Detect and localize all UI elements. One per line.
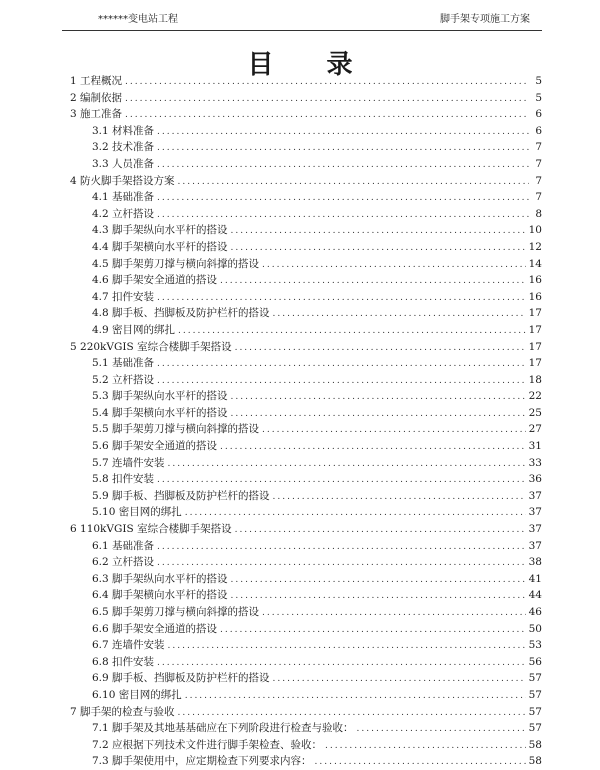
toc-entry-page-number: 50 xyxy=(528,622,542,635)
toc-entry-label: 4.2 立杆搭设 xyxy=(92,207,155,220)
toc-entry-label: 2 编制依据 xyxy=(70,91,123,104)
toc-dot-leader xyxy=(168,638,526,654)
toc-entry-page-number: 33 xyxy=(528,456,542,469)
toc-dot-leader xyxy=(235,340,526,356)
toc-dot-leader xyxy=(325,738,526,754)
toc-entry-page-number: 57 xyxy=(528,705,542,718)
toc-entry-label: 5.6 脚手架安全通道的搭设 xyxy=(92,440,218,453)
toc-entry-label: 6 110kVGIS 室综合楼脚手架搭设 xyxy=(70,523,232,536)
toc-entry-label: 5.1 基础准备 xyxy=(92,357,155,370)
toc-entry[interactable] xyxy=(70,654,542,671)
toc-entry[interactable] xyxy=(70,388,542,405)
toc-entry[interactable] xyxy=(70,704,542,721)
toc-entry-label: 7 脚手架的检查与验收 xyxy=(70,705,175,718)
toc-dot-leader xyxy=(157,356,526,372)
toc-entry-page-number: 58 xyxy=(528,738,542,751)
toc-entry[interactable] xyxy=(70,305,542,322)
toc-entry-page-number: 10 xyxy=(528,224,542,237)
toc-entry-label: 3.2 技术准备 xyxy=(92,141,155,154)
toc-entry[interactable] xyxy=(70,372,542,389)
toc-dot-leader xyxy=(185,688,526,704)
toc-dot-leader xyxy=(178,174,529,190)
toc-entry-label: 6.10 密目网的绑扎 xyxy=(92,688,182,701)
toc-entry-page-number: 36 xyxy=(528,473,542,486)
toc-entry[interactable] xyxy=(70,289,542,306)
toc-dot-leader xyxy=(185,505,526,521)
toc-entry[interactable] xyxy=(70,189,542,206)
toc-entry[interactable] xyxy=(70,123,542,140)
toc-entry-label: 3 施工准备 xyxy=(70,108,123,121)
toc-entry-page-number: 22 xyxy=(528,390,542,403)
toc-entry-label: 1 工程概况 xyxy=(70,75,123,87)
toc-entry[interactable] xyxy=(70,339,542,356)
toc-entry-page-number: 25 xyxy=(528,406,542,419)
header-project-name: ******变电站工程 xyxy=(98,14,178,25)
toc-entry-page-number: 57 xyxy=(528,672,542,685)
toc-entry-label: 5.2 立杆搭设 xyxy=(92,373,155,386)
toc-entry[interactable] xyxy=(70,471,542,488)
toc-entry[interactable] xyxy=(70,554,542,571)
toc-entry-page-number: 18 xyxy=(528,373,542,386)
toc-entry-label: 6.3 脚手架纵向水平杆的搭设 xyxy=(92,572,228,585)
toc-entry[interactable] xyxy=(70,637,542,654)
toc-entry-label: 5 220kVGIS 室综合楼脚手架搭设 xyxy=(70,340,232,353)
toc-dot-leader xyxy=(157,373,526,389)
toc-entry-page-number: 57 xyxy=(528,722,542,735)
toc-entry-page-number: 5 xyxy=(535,91,542,104)
header-divider xyxy=(62,30,542,31)
toc-entry-page-number: 27 xyxy=(528,423,542,436)
toc-entry-page-number: 7 xyxy=(535,191,542,204)
toc-entry-page-number: 31 xyxy=(528,440,542,453)
toc-entry[interactable] xyxy=(70,272,542,289)
toc-dot-leader xyxy=(157,190,529,206)
toc-dot-leader xyxy=(157,472,526,488)
toc-entry[interactable] xyxy=(70,355,542,372)
toc-entry[interactable] xyxy=(70,504,542,521)
toc-entry-label: 6.9 脚手板、挡脚板及防护栏杆的搭设 xyxy=(92,672,270,685)
toc-entry[interactable] xyxy=(70,139,542,156)
toc-entry[interactable] xyxy=(70,687,542,704)
toc-entry-label: 4.7 扣件安装 xyxy=(92,290,155,303)
toc-entry-label: 6.1 基础准备 xyxy=(92,539,155,552)
toc-dot-leader xyxy=(273,306,526,322)
toc-entry-label: 5.9 脚手板、挡脚板及防护栏杆的搭设 xyxy=(92,489,270,502)
toc-entry[interactable] xyxy=(70,488,542,505)
toc-dot-leader xyxy=(220,622,526,638)
table-of-contents xyxy=(70,73,542,770)
toc-entry[interactable] xyxy=(70,206,542,223)
toc-dot-leader xyxy=(168,456,526,472)
toc-entry-label: 3.1 材料准备 xyxy=(92,124,155,137)
toc-dot-leader xyxy=(220,439,526,455)
toc-entry-page-number: 37 xyxy=(528,506,542,519)
toc-dot-leader xyxy=(125,107,529,123)
page-title: 目 录 xyxy=(247,50,375,80)
toc-entry-label: 4.3 脚手架纵向水平杆的搭设 xyxy=(92,224,228,237)
toc-dot-leader xyxy=(157,140,529,156)
toc-entry-label: 6.2 立杆搭设 xyxy=(92,556,155,569)
toc-dot-leader xyxy=(231,240,526,256)
toc-entry-label: 6.7 连墙件安装 xyxy=(92,639,165,652)
toc-dot-leader xyxy=(178,705,526,721)
toc-entry[interactable] xyxy=(70,621,542,638)
toc-dot-leader xyxy=(157,555,526,571)
toc-entry[interactable] xyxy=(70,73,542,90)
toc-entry-page-number: 14 xyxy=(528,257,542,270)
toc-entry-page-number: 53 xyxy=(528,639,542,652)
toc-entry-page-number: 6 xyxy=(535,108,542,121)
toc-dot-leader xyxy=(125,91,529,107)
toc-entry-label: 6.5 脚手架剪刀撑与横向斜撑的搭设 xyxy=(92,606,260,618)
toc-dot-leader xyxy=(235,522,526,538)
toc-entry-page-number: 17 xyxy=(528,357,542,370)
toc-entry-page-number: 46 xyxy=(528,606,542,618)
toc-dot-leader xyxy=(157,157,529,173)
toc-entry-label: 5.8 扣件安装 xyxy=(92,473,155,486)
toc-entry-page-number: 8 xyxy=(535,207,542,220)
toc-entry-label: 7.1 脚手架及其地基基础应在下列阶段进行检查与验收： xyxy=(92,722,354,735)
toc-entry[interactable] xyxy=(70,455,542,472)
toc-entry[interactable] xyxy=(70,521,542,538)
toc-dot-leader xyxy=(231,406,526,422)
toc-dot-leader xyxy=(157,124,529,140)
toc-dot-leader xyxy=(157,290,526,306)
toc-entry[interactable] xyxy=(70,173,542,190)
toc-dot-leader xyxy=(125,74,529,90)
toc-dot-leader xyxy=(262,422,526,438)
toc-entry-label: 7.3 脚手架使用中，应定期检查下列要求内容： xyxy=(92,755,312,768)
toc-entry-label: 4.9 密目网的绑扎 xyxy=(92,323,176,336)
toc-entry-label: 6.4 脚手架横向水平杆的搭设 xyxy=(92,589,228,602)
toc-entry[interactable] xyxy=(70,405,542,422)
toc-entry-page-number: 17 xyxy=(528,323,542,336)
toc-entry-page-number: 7 xyxy=(535,141,542,154)
toc-entry-label: 7.2 应根据下列技术文件进行脚手架检查、验收： xyxy=(92,738,323,751)
toc-dot-leader xyxy=(220,273,526,289)
toc-entry[interactable] xyxy=(70,421,542,438)
toc-entry[interactable] xyxy=(70,156,542,173)
toc-dot-leader xyxy=(231,588,526,604)
toc-entry-page-number: 6 xyxy=(535,124,542,137)
toc-entry-page-number: 5 xyxy=(535,75,542,87)
header-document-title: 脚手架专项施工方案 xyxy=(440,14,530,25)
toc-entry-label: 4.1 基础准备 xyxy=(92,191,155,204)
toc-entry[interactable] xyxy=(70,90,542,107)
toc-entry-page-number: 12 xyxy=(528,240,542,253)
toc-entry[interactable] xyxy=(70,322,542,339)
toc-entry[interactable] xyxy=(70,587,542,604)
toc-dot-leader xyxy=(262,257,526,273)
toc-entry-page-number: 38 xyxy=(528,556,542,569)
toc-dot-leader xyxy=(157,539,526,555)
toc-entry-label: 4.4 脚手架横向水平杆的搭设 xyxy=(92,240,228,253)
toc-entry-label: 4.6 脚手架安全通道的搭设 xyxy=(92,274,218,287)
toc-entry[interactable] xyxy=(70,239,542,256)
toc-dot-leader xyxy=(357,721,526,737)
toc-entry-label: 3.3 人员准备 xyxy=(92,157,155,170)
toc-entry-page-number: 37 xyxy=(528,539,542,552)
toc-entry-label: 5.5 脚手架剪刀撑与横向斜撑的搭设 xyxy=(92,423,260,436)
toc-entry[interactable] xyxy=(70,571,542,588)
toc-entry-page-number: 57 xyxy=(528,688,542,701)
toc-entry-label: 5.3 脚手架纵向水平杆的搭设 xyxy=(92,390,228,403)
toc-entry-page-number: 16 xyxy=(528,290,542,303)
toc-entry-page-number: 41 xyxy=(528,572,542,585)
toc-entry-label: 5.4 脚手架横向水平杆的搭设 xyxy=(92,406,228,419)
toc-entry[interactable] xyxy=(70,438,542,455)
toc-entry-page-number: 44 xyxy=(528,589,542,602)
toc-dot-leader xyxy=(273,671,526,687)
toc-entry-page-number: 7 xyxy=(535,157,542,170)
toc-dot-leader xyxy=(157,655,526,671)
toc-entry-label: 4.5 脚手架剪刀撑与横向斜撑的搭设 xyxy=(92,257,260,270)
toc-entry-page-number: 17 xyxy=(528,307,542,320)
toc-dot-leader xyxy=(262,605,526,621)
toc-entry-page-number: 37 xyxy=(528,489,542,502)
toc-entry[interactable] xyxy=(70,753,542,770)
toc-entry[interactable] xyxy=(70,604,542,621)
toc-entry-label: 5.7 连墙件安装 xyxy=(92,456,165,469)
toc-entry[interactable] xyxy=(70,720,542,737)
toc-entry-label: 6.8 扣件安装 xyxy=(92,655,155,668)
toc-entry-page-number: 58 xyxy=(528,755,542,768)
toc-entry-page-number: 7 xyxy=(535,174,542,187)
toc-entry[interactable] xyxy=(70,670,542,687)
toc-entry-page-number: 56 xyxy=(528,655,542,668)
toc-dot-leader xyxy=(273,489,526,505)
toc-entry-label: 4.8 脚手板、挡脚板及防护栏杆的搭设 xyxy=(92,307,270,320)
toc-entry-page-number: 37 xyxy=(528,523,542,536)
toc-entry-page-number: 17 xyxy=(528,340,542,353)
toc-entry[interactable] xyxy=(70,256,542,273)
toc-entry[interactable] xyxy=(70,106,542,123)
toc-entry-page-number: 16 xyxy=(528,274,542,287)
toc-dot-leader xyxy=(231,223,526,239)
toc-entry-label: 4 防火脚手架搭设方案 xyxy=(70,174,175,187)
toc-entry[interactable] xyxy=(70,222,542,239)
toc-entry-label: 6.6 脚手架安全通道的搭设 xyxy=(92,622,218,635)
toc-dot-leader xyxy=(157,207,529,223)
toc-dot-leader xyxy=(231,389,526,405)
toc-dot-leader xyxy=(178,323,526,339)
toc-entry[interactable] xyxy=(70,737,542,754)
toc-dot-leader xyxy=(231,572,526,588)
toc-entry[interactable] xyxy=(70,538,542,555)
toc-entry-label: 5.10 密目网的绑扎 xyxy=(92,506,182,519)
